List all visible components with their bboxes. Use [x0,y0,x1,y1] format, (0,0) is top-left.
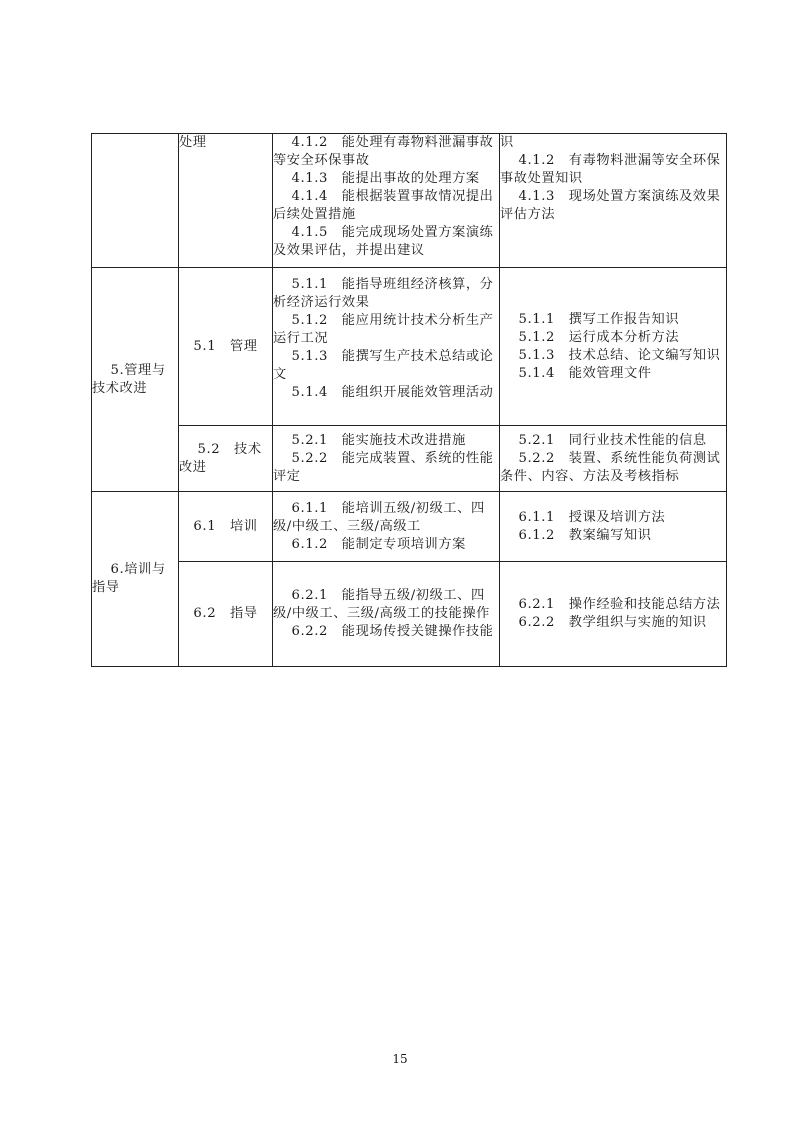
subfunction-label: 6.1 培训 [193,518,258,534]
skill-item: 6.1.1 能培训五级/初级工、四级/中级工、三级/高级工 [273,500,485,534]
skill-item: 4.1.3 能提出事故的处理方案 [291,171,480,186]
skill-item: 5.1.4 能组织开展能效管理活动 [291,385,494,400]
table-row [92,492,727,562]
table-row [92,134,727,268]
skills-cell [273,492,500,562]
skill-item: 5.2.1 能实施技术改进措施 [291,432,466,448]
knowledge-item: 6.1.1 授课及培训方法 [518,509,666,525]
knowledge-item: 6.1.2 教案编写知识 [518,527,652,543]
skill-item: 5.2.2 能完成装置、系统的性能评定 [273,450,494,484]
skills-cell [273,268,500,426]
subfunction-cell [179,268,273,426]
skills-cell [273,426,500,492]
skill-item: 6.2.2 能现场传授关键操作技能 [291,624,494,639]
function-cell [92,134,179,268]
table-row [92,562,727,667]
skill-item: 4.1.2 能处理有毒物料泄漏事故等安全环保事故 [273,135,494,168]
knowledge-item: 5.1.1 撰写工作报告知识 [518,311,680,327]
skill-item: 5.1.1 能指导班组经济核算，分析经济运行效果 [273,277,494,310]
table-row [92,426,727,492]
subfunction-label: 5.1 管理 [193,338,258,354]
knowledge-cell [500,426,727,492]
knowledge-item: 5.1.2 运行成本分析方法 [518,329,680,345]
knowledge-cell [500,492,727,562]
page-number: 15 [392,1052,408,1066]
skills-cell [273,134,500,268]
subfunction-label: 5.2 技术改进 [179,441,262,475]
skill-item: 6.2.1 能指导五级/初级工、四级/中级工、三级/高级工的技能操作 [273,588,490,621]
skill-requirements-table [91,133,727,667]
skill-item: 6.1.2 能制定专项培训方案 [291,536,466,552]
knowledge-item: 6.2.1 操作经验和技能总结方法 [518,597,721,612]
knowledge-item: 5.2.1 同行业技术性能的信息 [518,432,707,448]
knowledge-item: 识 [500,135,514,150]
function-cell [92,492,179,667]
function-label: 5.管理与技术改进 [92,362,166,396]
table-row [92,268,727,426]
knowledge-cell [500,134,727,268]
knowledge-cell [500,562,727,667]
skill-item: 5.1.3 能撰写生产技术总结或论文 [273,349,494,382]
skill-item: 4.1.5 能完成现场处置方案演练及效果评估，并提出建议 [273,225,494,258]
subfunction-cell [179,562,273,667]
knowledge-item: 4.1.2 有毒物料泄漏等安全环保事故处置知识 [500,153,721,186]
knowledge-item: 5.1.3 技术总结、论文编写知识 [518,347,721,363]
skills-cell [273,562,500,667]
knowledge-item: 4.1.3 现场处置方案演练及效果评估方法 [500,189,721,222]
function-label: 6.培训与指导 [92,562,166,595]
subfunction-label: 处理 [179,135,207,150]
skill-item: 5.1.2 能应用统计技术分析生产运行工况 [273,313,494,346]
subfunction-cell [179,426,273,492]
subfunction-label: 6.2 指导 [193,606,258,621]
knowledge-item: 5.2.2 装置、系统性能负荷测试条件、内容、方法及考核指标 [500,450,721,484]
knowledge-cell [500,268,727,426]
subfunction-cell [179,492,273,562]
function-cell [92,268,179,492]
skill-item: 4.1.4 能根据装置事故情况提出后续处置措施 [273,189,494,222]
knowledge-item: 6.2.2 教学组织与实施的知识 [518,615,707,630]
subfunction-cell [179,134,273,268]
knowledge-item: 5.1.4 能效管理文件 [518,365,652,381]
